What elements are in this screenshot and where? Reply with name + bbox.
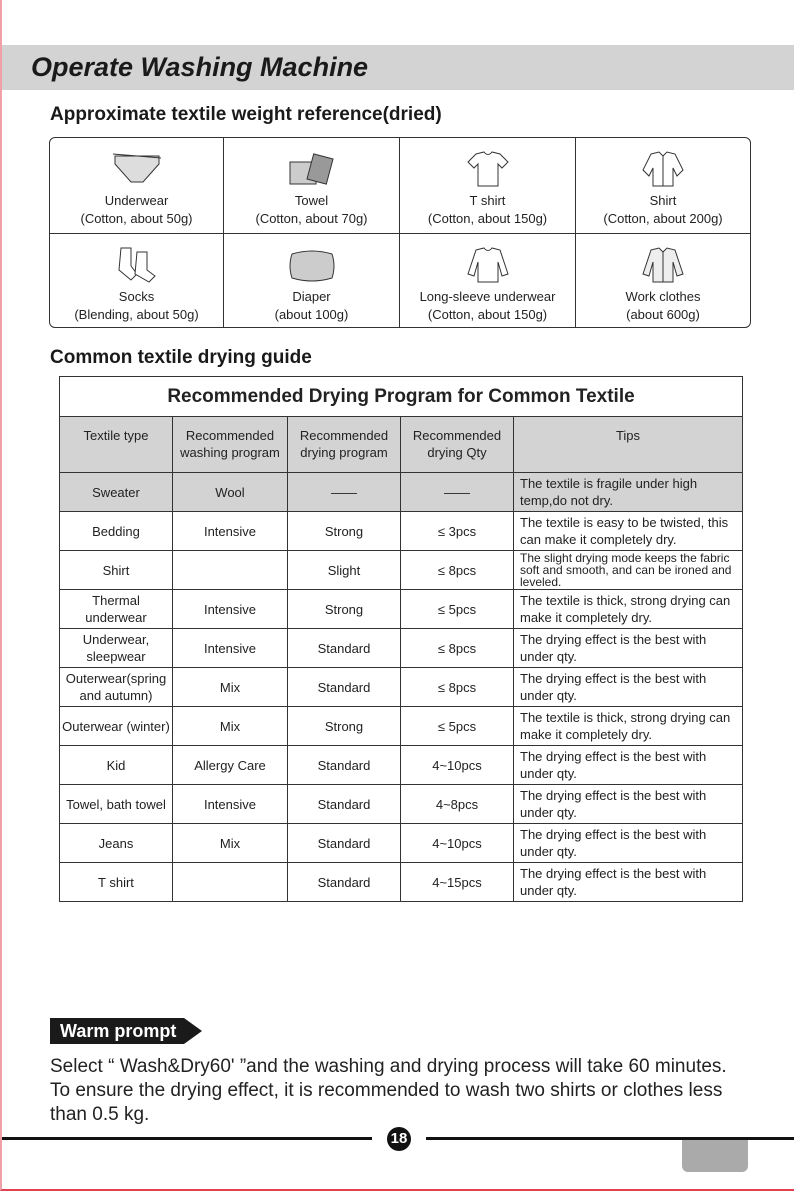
footer-divider — [2, 1137, 372, 1140]
item-name: Socks — [118, 289, 155, 304]
table-cell: Thermal underwear — [60, 590, 173, 629]
table-row — [60, 629, 743, 668]
table-cell: Strong — [288, 707, 401, 746]
tshirt-icon — [458, 148, 518, 190]
table-cell: Shirt — [60, 551, 173, 590]
item-name: Underwear — [104, 193, 169, 208]
weight-item — [576, 138, 750, 234]
table-cell: The drying effect is the best with under qty. — [514, 746, 743, 785]
weight-item — [400, 138, 576, 234]
table-cell: Intensive — [173, 512, 288, 551]
table-cell: The textile is thick, strong drying can make it completely dry. — [514, 590, 743, 629]
shirt-icon — [633, 148, 693, 190]
table-cell: 4~10pcs — [401, 824, 514, 863]
item-name: Shirt — [649, 193, 677, 208]
table-cell: The drying effect is the best with under qty. — [514, 629, 743, 668]
table-cell: Mix — [173, 668, 288, 707]
work-clothes-icon — [633, 244, 693, 286]
table-cell: 4~15pcs — [401, 863, 514, 902]
table-row — [60, 785, 743, 824]
table-row — [60, 551, 743, 590]
table-row — [60, 824, 743, 863]
table-cell: Mix — [173, 824, 288, 863]
table-cell: Underwear, sleepwear — [60, 629, 173, 668]
table-cell: The drying effect is the best with under qty. — [514, 824, 743, 863]
table-row — [60, 668, 743, 707]
item-detail: (about 100g) — [274, 307, 349, 322]
item-detail: (Cotton, about 150g) — [427, 211, 548, 226]
item-detail: (Cotton, about 70g) — [255, 211, 368, 226]
guide-section-title: Common textile drying guide — [50, 347, 312, 368]
item-detail: (Cotton, about 50g) — [80, 211, 193, 226]
table-cell: ≤ 3pcs — [401, 512, 514, 551]
table-cell: Slight — [288, 551, 401, 590]
table-cell: Standard — [288, 668, 401, 707]
table-cell: ≤ 8pcs — [401, 629, 514, 668]
item-name: Long-sleeve underwear — [419, 289, 556, 304]
page-tab — [682, 1140, 748, 1172]
table-cell: Outerwear(spring and autumn) — [60, 668, 173, 707]
weight-reference-grid — [49, 137, 751, 328]
table-cell: Intensive — [173, 785, 288, 824]
table-cell: —— — [401, 473, 514, 512]
table-cell: The textile is easy to be twisted, this can make it completely dry. — [514, 512, 743, 551]
table-cell: Standard — [288, 824, 401, 863]
page-number: 18 — [387, 1127, 411, 1151]
table-cell: —— — [288, 473, 401, 512]
table-cell: The drying effect is the best with under qty. — [514, 785, 743, 824]
item-detail: (Cotton, about 150g) — [427, 307, 548, 322]
table-cell: The drying effect is the best with under qty. — [514, 668, 743, 707]
towel-icon — [282, 148, 342, 190]
column-header: Recommended washing program — [173, 417, 288, 473]
table-row — [60, 746, 743, 785]
table-cell: Sweater — [60, 473, 173, 512]
column-header: Recommended drying program — [288, 417, 401, 473]
diaper-icon — [282, 244, 342, 286]
table-cell: ≤ 5pcs — [401, 590, 514, 629]
table-cell: Intensive — [173, 590, 288, 629]
weight-item — [50, 234, 224, 327]
socks-icon — [107, 244, 167, 286]
table-cell: Wool — [173, 473, 288, 512]
warm-prompt-label: Warm prompt — [50, 1018, 184, 1044]
page-title: Operate Washing Machine — [31, 52, 369, 82]
table-row — [60, 590, 743, 629]
table-cell: Strong — [288, 590, 401, 629]
drying-guide-table — [59, 376, 743, 902]
long-sleeve-icon — [458, 244, 518, 286]
header-bar — [2, 45, 794, 90]
table-cell: Kid — [60, 746, 173, 785]
table-cell: Outerwear (winter) — [60, 707, 173, 746]
table-cell: The textile is fragile under high temp,do not dry. — [514, 473, 743, 512]
table-row — [60, 512, 743, 551]
table-cell: Jeans — [60, 824, 173, 863]
item-detail: (about 600g) — [626, 307, 700, 322]
column-header: Recommended drying Qty — [401, 417, 514, 473]
table-cell: Mix — [173, 707, 288, 746]
column-header: Tips — [514, 417, 743, 473]
table-row — [60, 707, 743, 746]
weight-item — [224, 138, 400, 234]
table-cell: 4~10pcs — [401, 746, 514, 785]
table-cell: Allergy Care — [173, 746, 288, 785]
table-row — [60, 473, 743, 512]
table-cell — [173, 551, 288, 590]
table-cell: T shirt — [60, 863, 173, 902]
item-name: T shirt — [469, 193, 506, 208]
weight-item — [50, 138, 224, 234]
table-cell: 4~8pcs — [401, 785, 514, 824]
table-cell: The slight drying mode keeps the fabric soft and smooth, and can be ironed and leveled. — [514, 551, 743, 590]
table-cell: Standard — [288, 746, 401, 785]
item-name: Towel — [294, 193, 329, 208]
table-cell: Standard — [288, 629, 401, 668]
table-cell: Strong — [288, 512, 401, 551]
table-cell: The drying effect is the best with under qty. — [514, 863, 743, 902]
table-title: Recommended Drying Program for Common Textile — [60, 377, 743, 417]
table-cell: ≤ 8pcs — [401, 668, 514, 707]
table-cell: ≤ 5pcs — [401, 707, 514, 746]
weight-item — [224, 234, 400, 327]
table-cell — [173, 863, 288, 902]
table-cell: Standard — [288, 785, 401, 824]
table-cell: Towel, bath towel — [60, 785, 173, 824]
warm-prompt-text: Select “ Wash&Dry60' ”and the washing and drying process will take 60 minutes. To ensure the drying effect, it is recommended to wash two shirts or clothes less than 0.5 kg. — [50, 1056, 727, 1125]
weight-item — [400, 234, 576, 327]
table-cell: Bedding — [60, 512, 173, 551]
weight-item — [576, 234, 750, 327]
item-name: Work clothes — [625, 289, 701, 304]
item-detail: (Blending, about 50g) — [74, 307, 199, 322]
table-cell: ≤ 8pcs — [401, 551, 514, 590]
weight-section-title: Approximate textile weight reference(dried) — [50, 104, 442, 125]
item-name: Diaper — [292, 289, 331, 304]
table-row — [60, 863, 743, 902]
underwear-icon — [107, 148, 167, 190]
table-cell: Standard — [288, 863, 401, 902]
item-detail: (Cotton, about 200g) — [603, 211, 723, 226]
table-cell: Intensive — [173, 629, 288, 668]
table-cell: The textile is thick, strong drying can make it completely dry. — [514, 707, 743, 746]
column-header: Textile type — [60, 417, 173, 473]
